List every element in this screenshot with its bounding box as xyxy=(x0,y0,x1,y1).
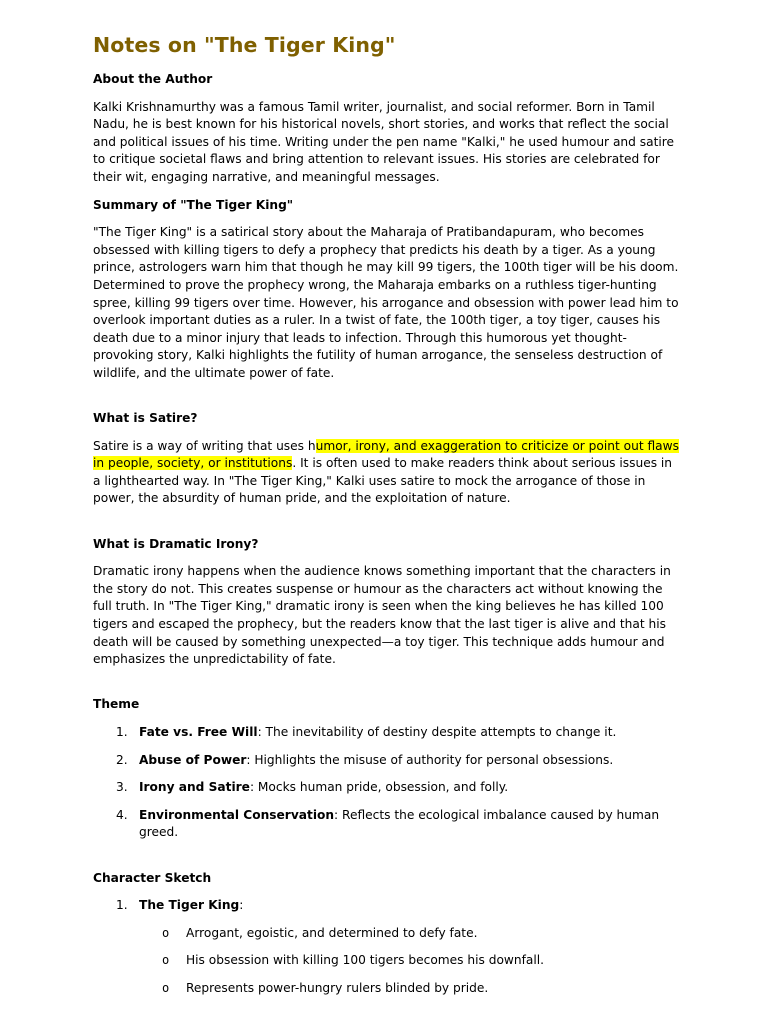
character-heading: Character Sketch xyxy=(93,870,212,885)
satire-text-before: Satire is a way of writing that uses h xyxy=(93,438,316,453)
list-number: 4. xyxy=(116,807,128,822)
list-number: 3. xyxy=(116,780,128,795)
list-item xyxy=(93,807,679,842)
character-colon: : xyxy=(239,898,244,913)
summary-heading: Summary of "The Tiger King" xyxy=(93,197,294,212)
page-title: Notes on "The Tiger King" xyxy=(93,33,396,57)
bullet-icon: o xyxy=(162,925,170,940)
list-number: 1. xyxy=(116,898,128,913)
character-list xyxy=(93,897,679,915)
list-item xyxy=(93,779,679,797)
list-item xyxy=(93,724,679,742)
spacer xyxy=(93,518,679,536)
theme-desc: : The inevitability of destiny despite attempts to change it. xyxy=(257,725,617,739)
document-page xyxy=(93,30,679,1008)
satire-text-after: . It is often used to make readers think about serious issues in a lighthearted way. In "The Tiger King," Kalki uses satire to mock the arrogance of those in power, the absurdity of human pride, and the exploitation of nature. xyxy=(93,456,673,506)
spacer xyxy=(93,852,679,870)
theme-term: Fate vs. Free Will xyxy=(139,725,258,739)
spacer xyxy=(93,679,679,697)
theme-desc: : Mocks human pride, obsession, and folly. xyxy=(249,780,509,795)
trait-text: Represents power-hungry rulers blinded by pride. xyxy=(186,980,489,995)
satire-heading: What is Satire? xyxy=(93,411,198,426)
theme-desc: : Highlights the misuse of authority for personal obsessions. xyxy=(246,752,614,767)
list-item xyxy=(93,752,679,770)
trait-text: His obsession with killing 100 tigers becomes his downfall. xyxy=(186,953,545,968)
bullet-icon: o xyxy=(162,980,170,995)
about-heading: About the Author xyxy=(93,72,213,86)
spacer xyxy=(93,393,679,411)
satire-highlight: umor, irony, and exaggeration to criticize or point out flaws in people, society, or institutions xyxy=(93,438,679,471)
trait-text: Arrogant, egoistic, and determined to defy fate. xyxy=(186,925,478,940)
irony-text: Dramatic irony happens when the audience knows something important that the characters in the story do not. This creates suspense or humour as the characters act without knowing the full truth. In "The Tiger King," dramatic irony is seen when the king believes he has killed 100 tigers and escaped the prophecy, but the readers know that the last tiger is alive and that his death will be caused by something unexpected—a toy tiger. This technique adds humour and emphasizes the unpredictability of fate. xyxy=(93,564,671,667)
theme-heading: Theme xyxy=(93,697,140,712)
list-item xyxy=(93,980,679,998)
about-text: Kalki Krishnamurthy was a famous Tamil writer, journalist, and social reformer. Born in Tamil Nadu, he is best known for his historical novels, short stories, and works that reflect the social and political issues of his time. Writing under the pen name "Kalki," he used humour and satire to critique societal flaws and bring attention to relevant issues. His stories are celebrated for their wit, engaging narrative, and meaningful messages. xyxy=(93,99,674,184)
list-number: 2. xyxy=(116,752,128,767)
character-name: The Tiger King xyxy=(139,898,240,913)
theme-desc: : Reflects the ecological imbalance caused by human greed. xyxy=(139,807,660,840)
list-item xyxy=(93,925,679,943)
theme-term: Irony and Satire xyxy=(139,780,250,795)
list-number: 1. xyxy=(116,725,128,739)
theme-term: Environmental Conservation xyxy=(139,807,335,822)
list-item xyxy=(93,897,679,915)
irony-heading: What is Dramatic Irony? xyxy=(93,536,259,551)
theme-term: Abuse of Power xyxy=(139,752,247,767)
theme-list xyxy=(93,724,679,842)
satire-text xyxy=(93,438,679,508)
bullet-icon: o xyxy=(162,953,170,968)
character-traits xyxy=(93,925,679,998)
summary-text: "The Tiger King" is a satirical story about the Maharaja of Pratibandapuram, who becomes obsessed with killing tigers to defy a prophecy that predicts his death by a tiger. As a young prince, astrologers warn him that though he may kill 99 tigers, the 100th tiger will be his doom. Determined to prove the prophecy wrong, the Maharaja embarks on a ruthless tiger-hunting spree, killing 99 tigers over time. However, his arrogance and obsession with power lead him to overlook important duties as a ruler. In a twist of fate, the 100th tiger, a toy tiger, causes his death due to a minor injury that leads to infection. Through this humorous yet thought-provoking story, Kalki highlights the futility of human arrogance, the senseless destruction of wildlife, and the ultimate power of fate. xyxy=(93,225,679,380)
list-item xyxy=(93,952,679,970)
